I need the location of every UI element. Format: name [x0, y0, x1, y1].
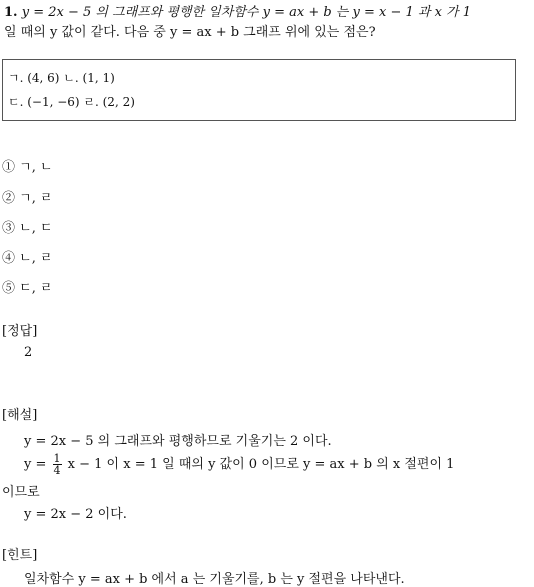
fraction-numerator: 1 [53, 452, 61, 465]
explanation-line-1: y = 2x − 5 의 그래프와 평행하므로 기울기는 2 이다. [24, 434, 332, 449]
options-box [2, 59, 516, 121]
choice-4[interactable]: ④ ㄴ, ㄹ [2, 251, 53, 266]
explanation-label: [해설] [2, 408, 38, 423]
choice-3[interactable]: ③ ㄴ, ㄷ [2, 221, 53, 236]
explanation-line-4: y = 2x − 2 이다. [24, 507, 127, 522]
choice-1[interactable]: ① ㄱ, ㄴ [2, 160, 53, 175]
hint-line-1: 일차함수 y = ax + b 에서 a 는 기울기를, b 는 y 절편을 나타낸다. [24, 572, 405, 587]
answer-label: [정답] [2, 324, 38, 339]
choice-5[interactable]: ⑤ ㄷ, ㄹ [2, 281, 53, 296]
question-text-1: y = 2x − 5 의 그래프와 평행한 일차함수 y = ax + b 는 y = x − 1 과 x 가 1 [21, 5, 472, 20]
question-line-1 [4, 4, 471, 22]
choice-2[interactable]: ② ㄱ, ㄹ [2, 191, 53, 206]
explanation-line-2 [24, 453, 454, 476]
fraction-one-quarter [53, 453, 62, 476]
options-row-1: ㄱ. (4, 6) ㄴ. (1, 1) [8, 71, 115, 85]
explanation-line-2-post: x − 1 이 x = 1 일 때의 y 값이 0 이므로 y = ax + b 의 x 절편이 1 [67, 457, 455, 472]
question-number: 1. [4, 5, 18, 20]
explanation-line-3: 이므로 [2, 485, 40, 500]
question-text-2: 일 때의 y 값이 같다. 다음 중 y = ax + b 그래프 위에 있는 점은? [4, 25, 376, 40]
explanation-line-2-pre: y = [24, 457, 47, 472]
answer-value: 2 [24, 345, 33, 360]
options-row-2: ㄷ. (−1, −6) ㄹ. (2, 2) [8, 95, 135, 109]
hint-label: [힌트] [2, 548, 38, 563]
fraction-denominator: 4 [53, 464, 61, 477]
question-line-2 [4, 24, 376, 42]
